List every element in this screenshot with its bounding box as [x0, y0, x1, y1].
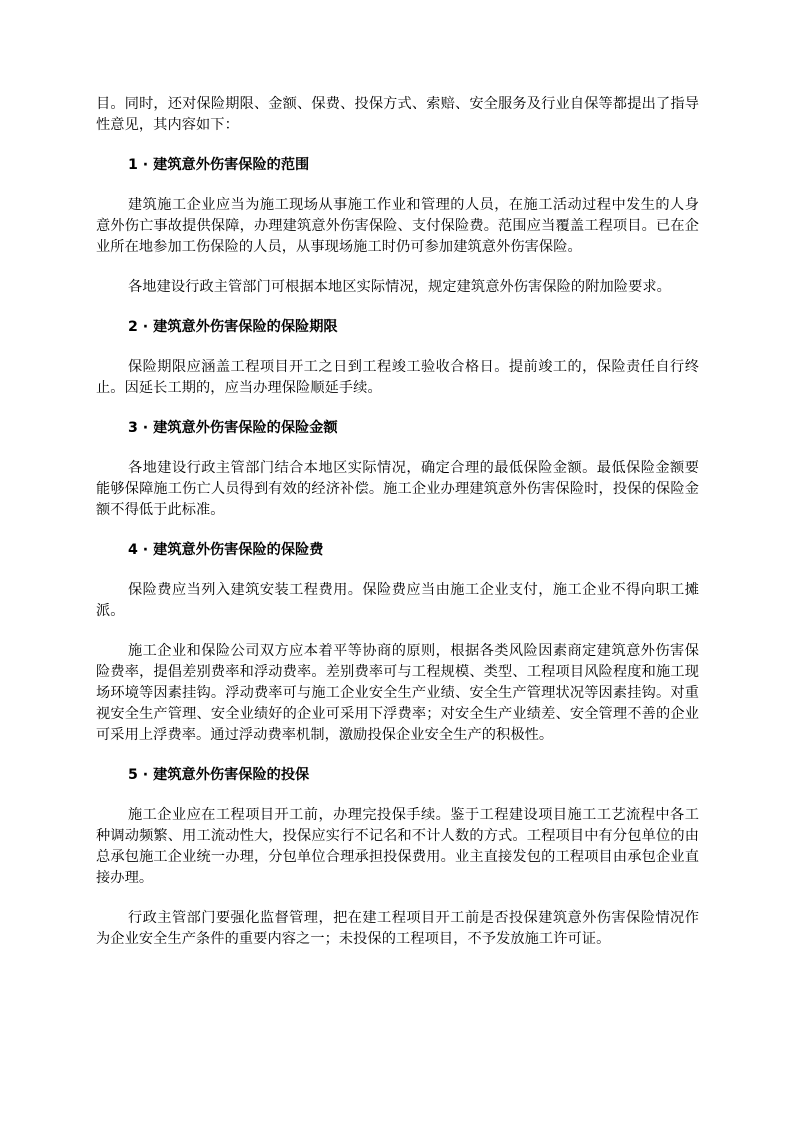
section-4-paragraph-1: 保险费应当列入建筑安装工程费用。保险费应当由施工企业支付，施工企业不得向职工摊派。 — [96, 582, 699, 619]
intro-paragraph: 目。同时，还对保险期限、金额、保费、投保方式、索赔、安全服务及行业自保等都提出了指导性意见，其内容如下： — [96, 96, 699, 133]
section-heading-4: 4 · 建筑意外伤害保险的保险费 — [128, 542, 324, 558]
section-4-paragraph-2: 施工企业和保险公司双方应本着平等协商的原则，根据各类风险因素商定建筑意外伤害保险费率，提倡差别费率和浮动费率。差别费率可与工程规模、类型、工程项目风险程度和施工现场环境等因素挂钩。浮动费率可与施工企业安全生产业绩、安全生产管理状况等因素挂钩。对重视安全生产管理、安全业绩好的企业可采用下浮费率；对安全生产业绩差、安全管理不善的企业可采用上浮费率。通过浮动费率机制，激励投保企业安全生产的积极性。 — [96, 643, 699, 743]
section-1-paragraph-2: 各地建设行政主管部门可根据本地区实际情况，规定建筑意外伤害保险的附加险要求。 — [128, 279, 671, 295]
section-5-paragraph-1: 施工企业应在工程项目开工前，办理完投保手续。鉴于工程建设项目施工工艺流程中各工种调动频繁、用工流动性大，投保应实行不记名和不计人数的方式。工程项目中有分包单位的由总承包施工企业统一办理，分包单位合理承担投保费用。业主直接发包的工程项目由承包企业直接办理。 — [96, 807, 699, 886]
document-page — [96, 94, 699, 950]
section-2-paragraph-1: 保险期限应涵盖工程项目开工之日到工程竣工验收合格日。提前竣工的，保险责任自行终止。因延长工期的，应当办理保险顺延手续。 — [96, 359, 699, 396]
section-heading-1: 1 · 建筑意外伤害保险的范围 — [128, 157, 310, 173]
section-1-paragraph-1: 建筑施工企业应当为施工现场从事施工作业和管理的人员，在施工活动过程中发生的人身意外伤亡事故提供保障，办理建筑意外伤害保险、支付保险费。范围应当覆盖工程项目。已在企业所在地参加工伤保险的人员，从事现场施工时仍可参加建筑意外伤害保险。 — [96, 197, 699, 255]
section-3-paragraph-1: 各地建设行政主管部门结合本地区实际情况，确定合理的最低保险金额。最低保险金额要能够保障施工伤亡人员得到有效的经济补偿。施工企业办理建筑意外伤害保险时，投保的保险金额不得低于此标准。 — [96, 460, 699, 518]
section-heading-3: 3 · 建筑意外伤害保险的保险金额 — [128, 420, 338, 436]
section-heading-2: 2 · 建筑意外伤害保险的保险期限 — [128, 319, 338, 335]
section-5-paragraph-2: 行政主管部门要强化监督管理，把在建工程项目开工前是否投保建筑意外伤害保险情况作为企业安全生产条件的重要内容之一；未投保的工程项目，不予发放施工许可证。 — [96, 910, 699, 947]
section-heading-5: 5 · 建筑意外伤害保险的投保 — [128, 767, 310, 783]
